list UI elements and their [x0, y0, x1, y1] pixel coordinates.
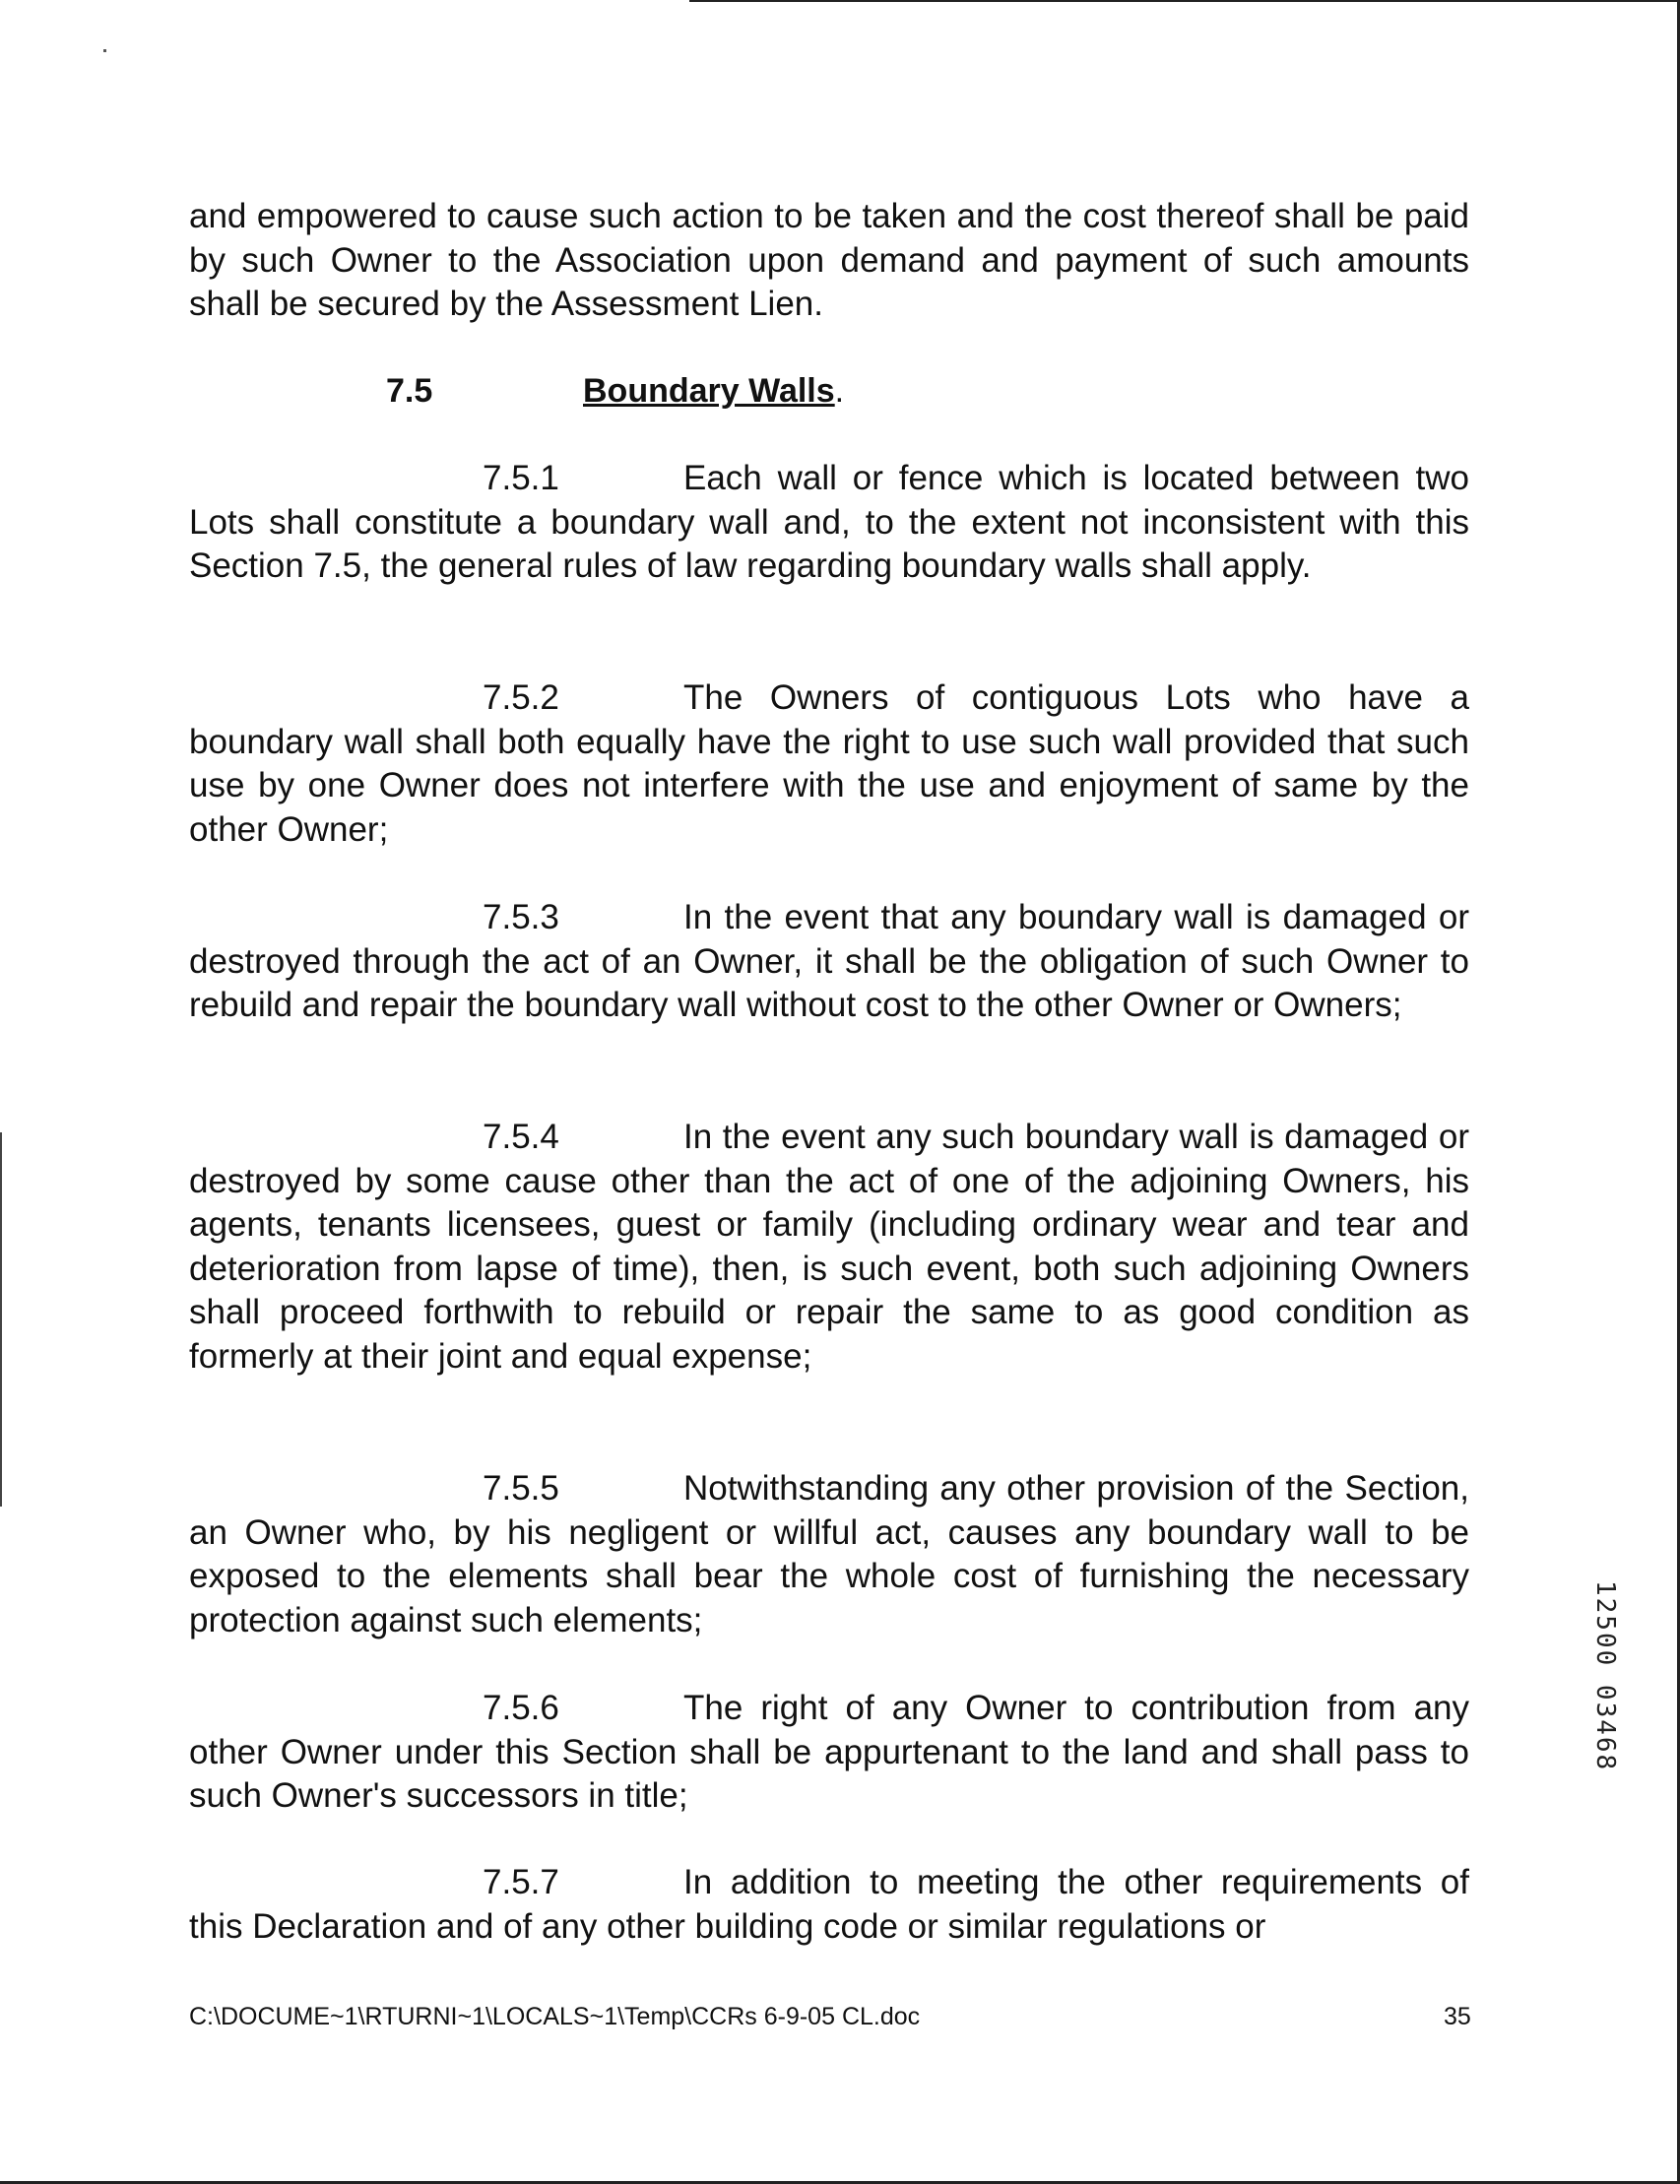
subsection-text: The Owners of contiguous Lots who have a boundary wall shall both equally have the right to use such wall provided that such use by one Owner does not interfere with the use and enjoyment of same by the other Owner;	[189, 678, 1469, 849]
footer-file-path: C:\DOCUME~1\RTURNI~1\LOCALS~1\Temp\CCRs 6-9-05 CL.doc	[189, 2003, 921, 2030]
section-title-period: .	[834, 372, 845, 410]
intro-paragraph: and empowered to cause such action to be taken and the cost thereof shall be paid by such Owner to the Association upon demand and payment of such amounts shall be secured by the Assessment Lien.	[189, 197, 1469, 323]
subsection-text: In addition to meeting the other requirements of this Declaration and of any other building code or similar regulations or	[189, 1863, 1469, 1946]
subsection-7-5-1	[189, 457, 1469, 589]
subsection-text: Notwithstanding any other provision of the Section, an Owner who, by his negligent or willful act, causes any boundary wall to be exposed to the elements shall bear the whole cost of furnishing the necessary protection against such elements;	[189, 1469, 1469, 1639]
subsection-number: 7.5.2	[483, 678, 559, 717]
subsection-number: 7.5.3	[483, 898, 559, 936]
subsection-7-5-6	[189, 1687, 1469, 1819]
subsection-number: 7.5.4	[483, 1118, 559, 1156]
section-heading	[386, 369, 844, 413]
subsection-7-5-7	[189, 1861, 1469, 1949]
recording-stamp: 12500 03468	[1590, 1580, 1620, 1772]
scan-edge-top	[689, 0, 1680, 2]
subsection-number: 7.5.5	[483, 1469, 559, 1508]
subsection-7-5-3	[189, 896, 1469, 1028]
subsection-text: Each wall or fence which is located between two Lots shall constitute a boundary wall and, to the extent not inconsistent with this Section 7.5, the general rules of law regarding boundary walls shall apply.	[189, 459, 1469, 585]
scan-speck	[103, 49, 106, 52]
section-number: 7.5	[386, 372, 433, 410]
subsection-text: In the event that any boundary wall is damaged or destroyed through the act of an Owner, it shall be the obligation of such Owner to rebuild and repair the boundary wall without cost to the other Owner or Owners;	[189, 898, 1469, 1024]
subsection-number: 7.5.6	[483, 1689, 559, 1727]
scan-edge-left	[0, 1132, 2, 1507]
subsection-text: The right of any Owner to contribution from any other Owner under this Section shall be appurtenant to the land and shall pass to such Owner's successors in title;	[189, 1689, 1469, 1815]
subsection-7-5-2	[189, 676, 1469, 852]
subsection-text: In the event any such boundary wall is damaged or destroyed by some cause other than the act of one of the adjoining Owners, his agents, tenants licensees, guest or family (including ordinary wear and tear and deterioration from lapse of time), then, is such event, both such adjoining Owners shall proceed forthwith to rebuild or repair the same to as good condition as formerly at their joint and equal expense;	[189, 1118, 1469, 1376]
subsection-7-5-5	[189, 1467, 1469, 1642]
section-title: Boundary Walls	[583, 372, 835, 410]
subsection-number: 7.5.1	[483, 459, 559, 497]
subsection-7-5-4	[189, 1116, 1469, 1379]
subsection-number: 7.5.7	[483, 1863, 559, 1901]
footer-page-number: 35	[1444, 2003, 1471, 2030]
